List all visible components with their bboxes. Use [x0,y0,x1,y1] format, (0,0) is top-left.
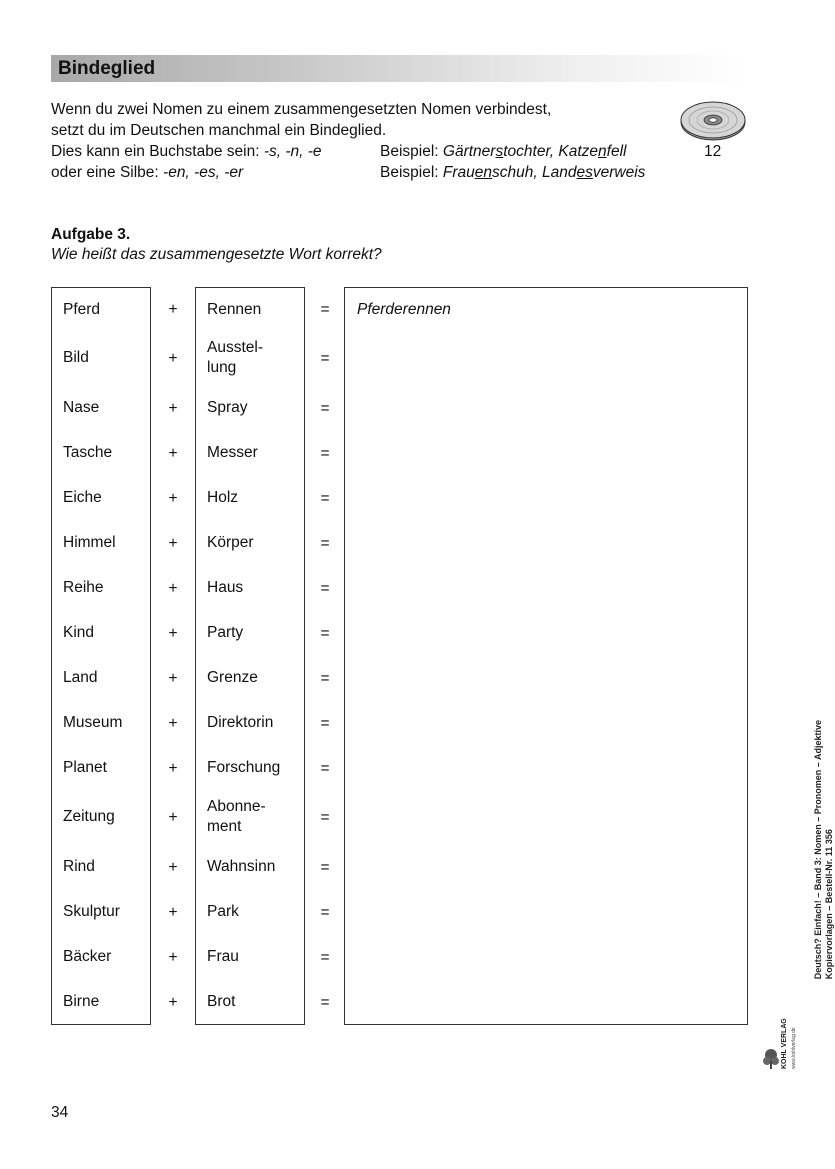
equals-sign: = [320,858,330,876]
answer-field[interactable] [344,430,748,476]
first-noun-cell [51,700,151,746]
second-noun: Party [207,623,244,641]
first-noun: Tasche [63,443,113,461]
plus-sign: + [168,444,178,462]
cd-icon [680,101,746,141]
second-noun: Haus [207,578,244,596]
first-noun-cell [51,287,151,332]
equals-sign: = [320,534,330,552]
first-noun: Museum [63,713,123,731]
plus-sign: + [168,624,178,642]
example-1 [380,141,626,162]
table-row [51,521,748,566]
equals-sign: = [320,350,330,367]
answer-field[interactable] [344,889,748,935]
plus-sign: + [168,858,178,876]
equals-sign: = [320,489,330,507]
table-row [51,386,748,431]
first-noun: Land [63,668,98,686]
table-row [51,701,748,746]
first-noun-cell [51,745,151,791]
second-noun: Brot [207,992,236,1010]
first-noun: Zeitung [63,808,115,825]
example-word: Frauenschuh, Landesverweis [442,164,646,181]
plus-sign: + [168,809,178,826]
first-noun-cell [51,430,151,476]
task-instruction: Wie heißt das zusammengesetzte Wort korrekt? [51,246,382,263]
equals-sign: = [320,948,330,966]
first-noun: Reihe [63,578,104,596]
plus-sign: + [168,300,178,318]
plus-sign: + [168,948,178,966]
second-noun-cell [195,889,305,935]
equals-sign: = [320,399,330,417]
first-noun-cell [51,844,151,890]
plus-sign: + [168,993,178,1011]
equals-sign: = [320,444,330,462]
first-noun: Bäcker [63,947,112,965]
intro-line-3 [51,141,322,162]
equals-sign: = [320,300,330,318]
plus-sign: + [168,714,178,732]
answer-field[interactable] [344,790,748,845]
first-noun-cell [51,520,151,566]
table-row [51,332,748,386]
first-noun: Pferd [63,300,101,318]
answer-field[interactable] [344,934,748,980]
first-noun: Planet [63,758,107,776]
table-row [51,746,748,791]
answer-field[interactable] [344,745,748,791]
svg-text:www.kohlverlag.de: www.kohlverlag.de [791,1027,797,1069]
second-noun-cell [195,430,305,476]
publisher-logo-icon [762,1003,814,1071]
second-noun-cell [195,790,305,845]
equals-sign: = [320,759,330,777]
second-noun: Wahnsinn [207,857,276,875]
example-2 [380,162,645,183]
syllable-rule-label: oder eine Silbe: [51,164,164,181]
exercise-table [51,287,748,1025]
plus-sign: + [168,759,178,777]
second-noun: Direktorin [207,713,274,731]
answer-field[interactable] [344,610,748,656]
second-noun-cell [195,475,305,521]
table-row [51,476,748,521]
first-noun-cell [51,889,151,935]
answer-text: Pferderennen [357,300,451,318]
second-noun-cell [195,700,305,746]
first-noun-cell [51,331,151,386]
second-noun: Ausstel- lung [207,339,263,376]
first-noun-cell [51,934,151,980]
second-noun: Abonne- ment [207,798,266,835]
first-noun: Rind [63,857,95,875]
table-row [51,845,748,890]
page-number: 34 [51,1104,69,1121]
plus-sign: + [168,399,178,417]
first-noun: Kind [63,623,95,641]
second-noun: Grenze [207,668,258,686]
series-info [813,720,835,979]
second-noun: Frau [207,947,239,965]
first-noun-cell [51,385,151,431]
plus-sign: + [168,350,178,367]
answer-field[interactable] [344,979,748,1025]
second-noun-cell [195,934,305,980]
second-noun: Rennen [207,300,262,318]
svg-text:KOHL VERLAG: KOHL VERLAG [781,1018,788,1069]
table-row [51,431,748,476]
answer-field[interactable] [344,287,748,332]
example-word: Gärtnerstochter, Katzenfell [442,143,627,160]
task-title: Aufgabe 3. [51,226,131,243]
first-noun: Skulptur [63,902,120,920]
table-row [51,980,748,1025]
first-noun-cell [51,475,151,521]
first-noun-cell [51,610,151,656]
intro-line-1: Wenn du zwei Nomen zu einem zusammengesetzten Nomen verbindest, [51,101,552,118]
answer-field[interactable] [344,655,748,701]
second-noun-cell [195,565,305,611]
plus-sign: + [168,489,178,507]
equals-sign: = [320,903,330,921]
first-noun: Eiche [63,488,102,506]
first-noun: Birne [63,992,100,1010]
second-noun-cell [195,331,305,386]
first-noun: Himmel [63,533,116,551]
second-noun-cell [195,610,305,656]
answer-field[interactable] [344,565,748,611]
answer-field[interactable] [344,385,748,431]
first-noun: Bild [63,349,89,366]
plus-sign: + [168,579,178,597]
table-row [51,791,748,845]
second-noun: Körper [207,533,254,551]
second-noun-cell [195,844,305,890]
first-noun-cell [51,565,151,611]
equals-sign: = [320,714,330,732]
second-noun-cell [195,979,305,1025]
letter-rule-label: Dies kann ein Buchstabe sein: [51,143,264,160]
first-noun-cell [51,979,151,1025]
intro-line-4 [51,162,243,183]
second-noun: Messer [207,443,258,461]
first-noun-cell [51,790,151,845]
section-title: Bindeglied [58,58,156,79]
cd-track-number: 12 [704,143,722,160]
second-noun: Spray [207,398,248,416]
letter-suffixes: -s, -n, -e [263,143,322,160]
section-header-bar [51,55,747,82]
series-title: Deutsch? Einfach! – Band 3: Nomen – Pronomen – Adjektive [813,720,823,980]
second-noun-cell [195,287,305,332]
second-noun-cell [195,520,305,566]
intro-line-2: setzt du im Deutschen manchmal ein Bindeglied. [51,122,387,139]
first-noun-cell [51,655,151,701]
plus-sign: + [168,534,178,552]
answer-field[interactable] [344,475,748,521]
second-noun: Park [207,902,239,920]
second-noun: Forschung [207,758,281,776]
second-noun: Holz [207,488,239,506]
example-label: Beispiel: [380,164,443,181]
plus-sign: + [168,669,178,687]
example-label: Beispiel: [380,143,443,160]
second-noun-cell [195,655,305,701]
answer-field[interactable] [344,844,748,890]
plus-sign: + [168,903,178,921]
equals-sign: = [320,579,330,597]
table-row [51,566,748,611]
table-row [51,935,748,980]
answer-field[interactable] [344,331,748,386]
syllable-suffixes: -en, -es, -er [163,164,244,181]
answer-field[interactable] [344,700,748,746]
table-row [51,287,748,332]
answer-field[interactable] [344,520,748,566]
table-row [51,890,748,935]
order-number: Kopiervorlagen – Bestell-Nr. 11 356 [824,829,834,980]
equals-sign: = [320,669,330,687]
first-noun: Nase [63,398,100,416]
equals-sign: = [320,624,330,642]
table-row [51,611,748,656]
equals-sign: = [320,993,330,1011]
second-noun-cell [195,745,305,791]
equals-sign: = [320,809,330,826]
table-row [51,656,748,701]
second-noun-cell [195,385,305,431]
